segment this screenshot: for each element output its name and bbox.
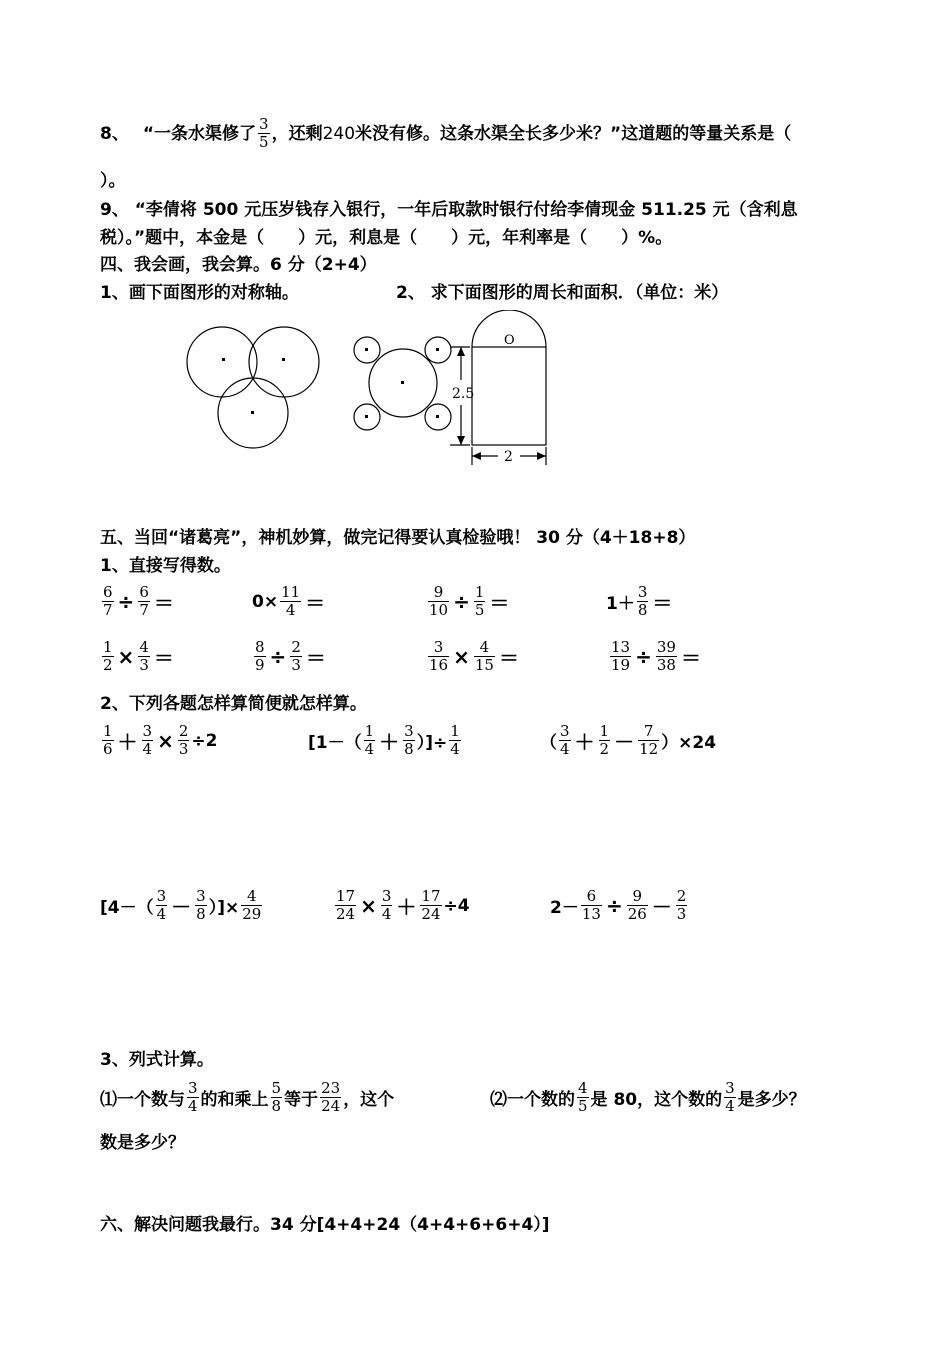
q8-value: 240 bbox=[322, 123, 356, 144]
word-problem-1: ⑴一个数与 $\frac{3}{4}$ 的和乘上 $\frac{5}{8}$ 等于 $\frac{23}{24}$ ，这个 bbox=[100, 1079, 395, 1115]
simplify-2: [1－（ $\frac{1}{4}$ ＋ $\frac{3}{8}$ ）]÷ $\frac{1}{4}$ bbox=[308, 722, 460, 758]
simplify-4: [4－（ $\frac{3}{4}$ － $\frac{3}{8}$ ）]× $\frac{4}{29}$ bbox=[100, 887, 262, 923]
oral-b4: $\frac{13}{19}$ ÷ $\frac{39}{38}$ ＝ bbox=[611, 638, 701, 674]
oral-a2: 0× $\frac{11}{4}$ ＝ bbox=[252, 583, 326, 619]
geometry-figures bbox=[90, 310, 570, 475]
q8-number: 8、 bbox=[100, 123, 129, 144]
circle-right bbox=[249, 327, 319, 397]
q8-fraction: $\frac{3}{5}$ bbox=[259, 115, 269, 151]
simplify-3: （ $\frac{3}{4}$ ＋ $\frac{1}{2}$ － $\frac{7}{12}$ ）×24 bbox=[540, 722, 717, 758]
section-5-title: 五、当回“诸葛亮”，神机妙算，做完记得要认真检验哦！ 30 分（4＋18+8） bbox=[100, 528, 696, 548]
oral-b3: $\frac{3}{16}$ × $\frac{4}{15}$ ＝ bbox=[429, 638, 519, 674]
circle-left bbox=[187, 327, 257, 397]
section-5-sub2: 2、下列各题怎样算简便就怎样算。 bbox=[100, 694, 367, 714]
q8-text-3: 米没有修。这条水渠全长多少米？”这道题的等量关系是（ bbox=[355, 123, 792, 144]
width-label: 2 bbox=[504, 449, 513, 465]
question-9-line1: 9、 “李倩将 500 元压岁钱存入银行，一年后取款时银行付给李倩现金 511.25 元（含利息 bbox=[100, 200, 798, 220]
q8-text-1: “一条水渠修了 bbox=[142, 123, 257, 144]
section-4-title: 四、我会画，我会算。6 分（2+4） bbox=[100, 255, 377, 275]
question-9-line2: 税）。”题中，本金是（ ）元，利息是（ ）元，年利率是（ ）%。 bbox=[100, 228, 673, 248]
height-label: 2.5 bbox=[452, 386, 475, 402]
oral-b2: $\frac{8}{9}$ ÷ $\frac{2}{3}$ ＝ bbox=[255, 638, 326, 674]
word-problem-2: ⑵一个数的 $\frac{4}{5}$ 是 80，这个数的 $\frac{3}{4}$ 是多少？ bbox=[490, 1079, 806, 1115]
oral-a1: $\frac{6}{7}$ ÷ $\frac{6}{7}$ ＝ bbox=[103, 583, 174, 619]
section-6-title: 六、解决问题我最行。34 分[4+4+24（4+4+6+6+4）] bbox=[100, 1215, 550, 1235]
q8-text-2: ，还剩 bbox=[271, 123, 323, 144]
section-4-q2: 2、 求下面图形的周长和面积．（单位：米） bbox=[396, 283, 729, 303]
section-5-sub1: 1、直接写得数。 bbox=[100, 556, 231, 576]
question-8-line2: ）。 bbox=[100, 171, 126, 191]
oral-a3: $\frac{9}{10}$ ÷ $\frac{1}{5}$ ＝ bbox=[429, 583, 510, 619]
simplify-5: $\frac{17}{24}$ × $\frac{3}{4}$ ＋ $\frac{17}{24}$ ÷4 bbox=[336, 887, 470, 923]
center-label: O bbox=[504, 333, 515, 348]
word-problem-1-line2: 数是多少？ bbox=[100, 1133, 185, 1153]
question-8-line1 bbox=[100, 116, 791, 151]
oral-a4: 1＋ $\frac{3}{8}$ ＝ bbox=[606, 583, 673, 619]
simplify-6: 2－ $\frac{6}{13}$ ÷ $\frac{9}{26}$ － $\frac{2}{3}$ bbox=[550, 887, 687, 923]
oral-b1: $\frac{1}{2}$ × $\frac{4}{3}$ ＝ bbox=[103, 638, 174, 674]
section-5-sub3: 3、列式计算。 bbox=[100, 1050, 214, 1070]
section-4-q1: 1、画下面图形的对称轴。 bbox=[100, 283, 299, 303]
simplify-1: $\frac{1}{6}$ ＋ $\frac{3}{4}$ × $\frac{2}{3}$ ÷2 bbox=[103, 722, 218, 758]
